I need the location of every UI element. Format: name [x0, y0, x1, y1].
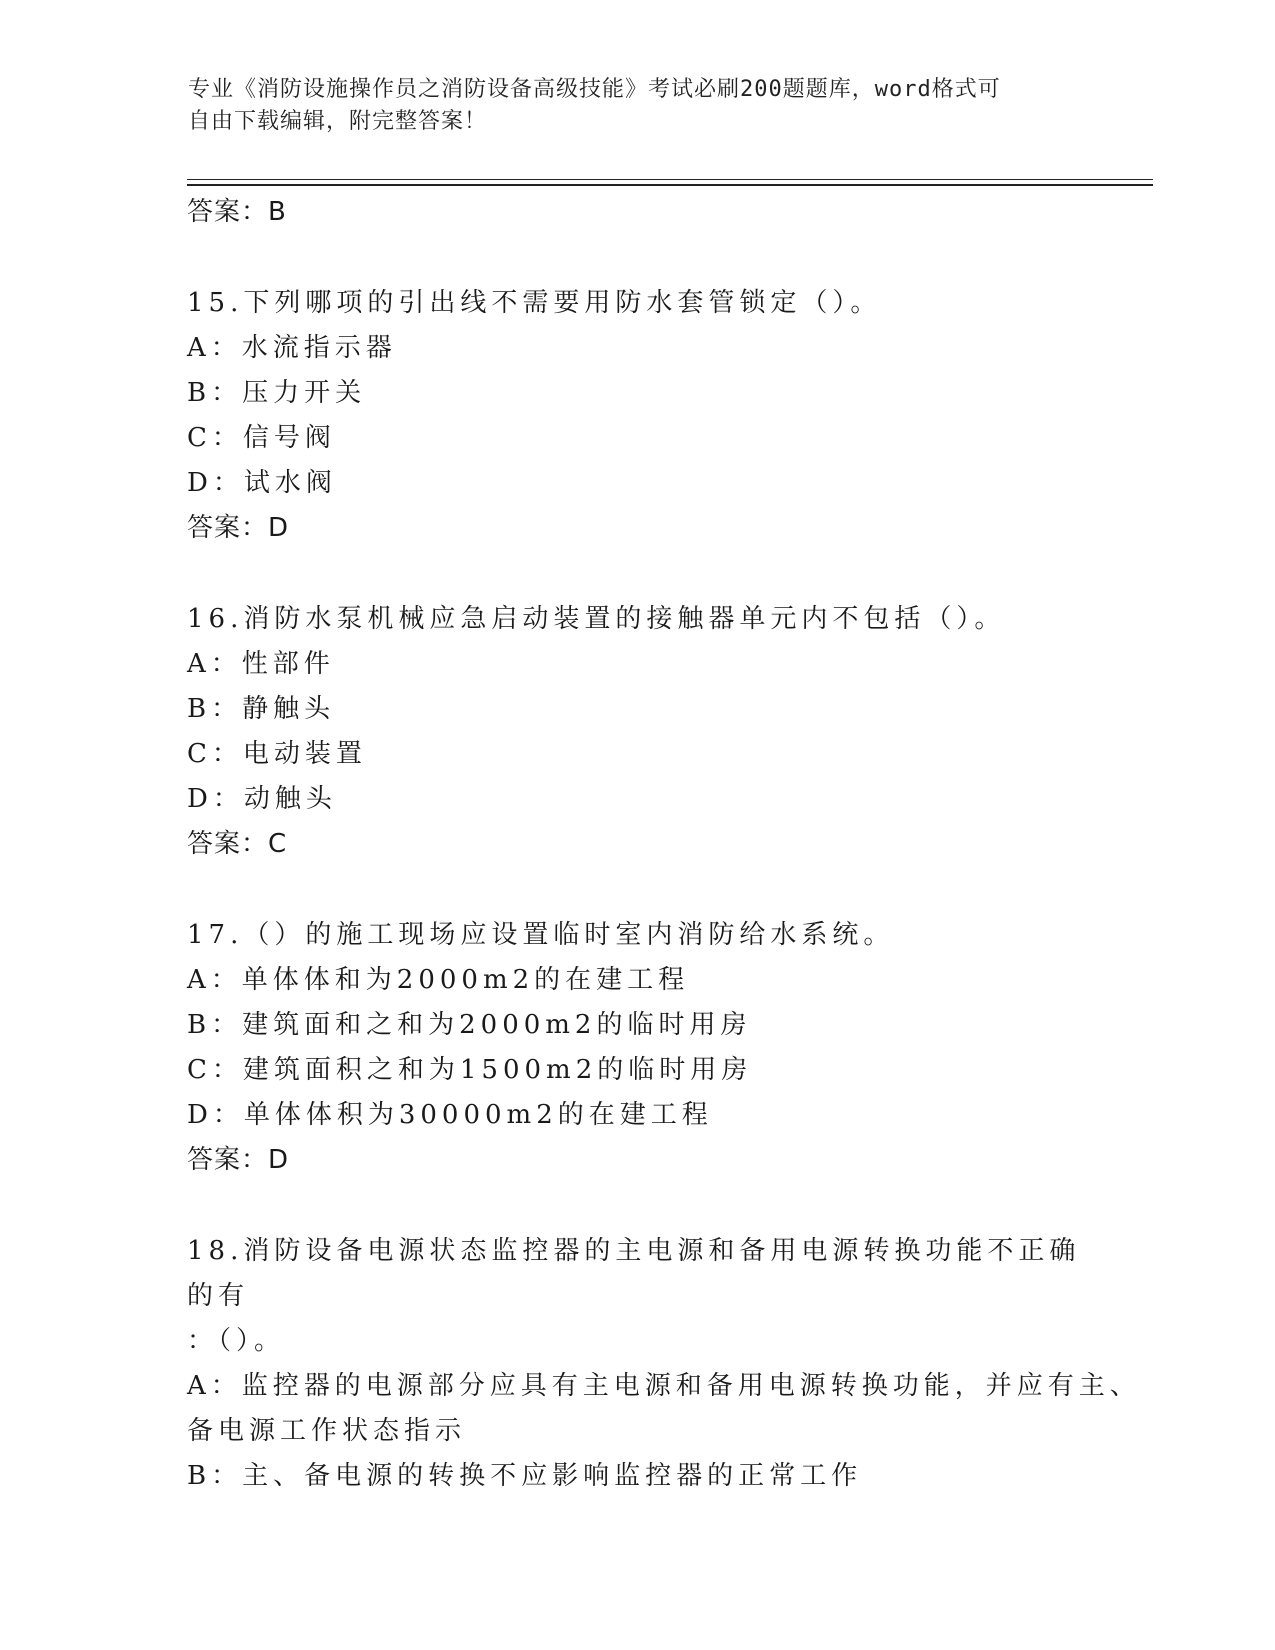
option-a: A：单体体和为2000m2的在建工程: [187, 965, 690, 995]
option-a: A：水流指示器: [187, 333, 397, 363]
header-line-1: 专业《消防设施操作员之消防设备高级技能》考试必刷200题题库，word格式可: [188, 77, 1001, 102]
option-b: B：压力开关: [187, 378, 367, 408]
answer-line: 答案：C: [187, 829, 288, 859]
question-block: [187, 1229, 1141, 1499]
question-block: [187, 281, 1087, 551]
answer-line: 答案：D: [187, 513, 290, 543]
question-list: [187, 190, 1141, 1499]
option-a-line-2: 备电源工作状态指示: [187, 1416, 467, 1446]
question-stem: 15.下列哪项的引出线不需要用防水套管锁定（）。: [187, 288, 882, 318]
question-stem: 16.消防水泵机械应急启动装置的接触器单元内不包括（）。: [187, 604, 1006, 634]
option-c: C：电动装置: [187, 739, 367, 769]
header-rule-thick: [187, 184, 1153, 186]
header-line-2: 自由下载编辑，附完整答案！: [188, 109, 488, 134]
option-c: C：建筑面积之和为1500m2的临时用房: [187, 1055, 753, 1085]
document-header: [188, 74, 1088, 138]
header-rule-thin: [187, 179, 1153, 180]
answer-line: 答案：B: [187, 197, 287, 227]
question-stem-line-2: ：（）。: [187, 1326, 286, 1356]
answer-line: 答案：D: [187, 1145, 290, 1175]
option-b: B：建筑面和之和为2000m2的临时用房: [187, 1010, 752, 1040]
option-d: D：单体体积为30000m2的在建工程: [187, 1100, 713, 1130]
option-c: C：信号阀: [187, 423, 336, 453]
option-d: D：试水阀: [187, 468, 337, 498]
option-b: B：主、备电源的转换不应影响监控器的正常工作: [187, 1461, 863, 1491]
question-stem: 17.（）的施工现场应设置临时室内消防给水系统。: [187, 920, 895, 950]
question-stem-line-1: 18.消防设备电源状态监控器的主电源和备用电源转换功能不正确的有: [187, 1236, 1081, 1311]
option-d: D：动触头: [187, 784, 337, 814]
question-block: [187, 597, 1087, 867]
question-block: [187, 913, 1087, 1183]
option-a: A：性部件: [187, 649, 335, 679]
option-b: B：静触头: [187, 694, 336, 724]
option-a-line-1: A：监控器的电源部分应具有主电源和备用电源转换功能，并应有主、: [187, 1371, 1141, 1401]
